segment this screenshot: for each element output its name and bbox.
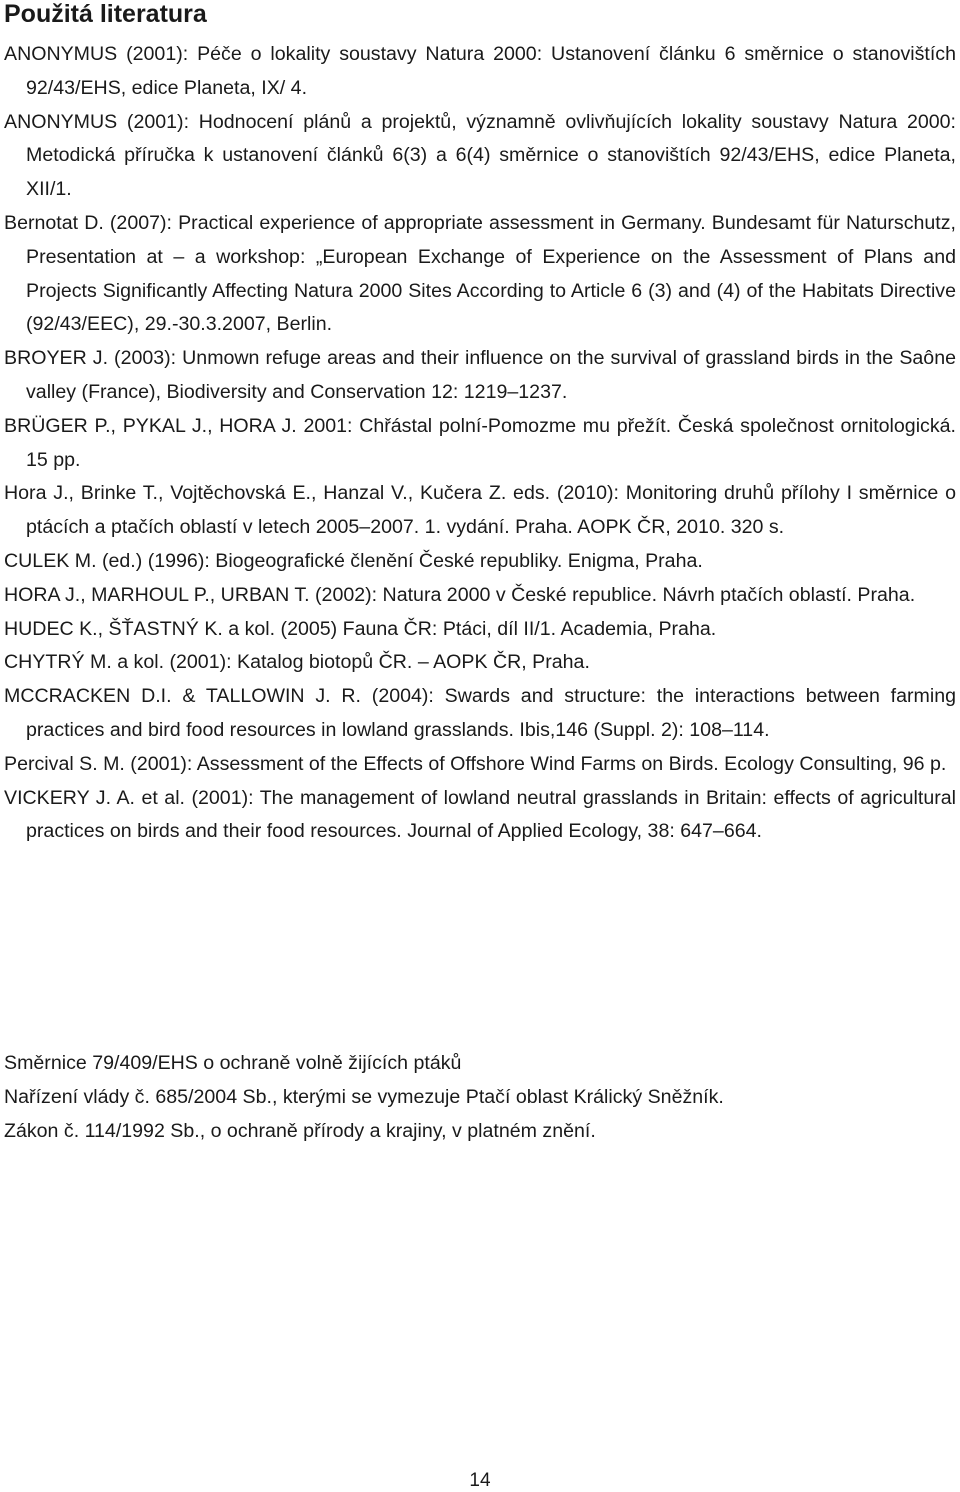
legal-sources-list (4, 1047, 956, 1148)
reference-list (4, 38, 956, 849)
reference-item: CHYTRÝ M. a kol. (2001): Katalog biotopů ČR. – AOPK ČR, Praha. (4, 651, 590, 674)
page-title: Použitá literatura (4, 0, 207, 28)
reference-item: HORA J., MARHOUL P., URBAN T. (2002): Natura 2000 v České republice. Návrh ptačích oblastí. Praha. (4, 583, 916, 606)
reference-item: Bernotat D. (2007): Practical experience of appropriate assessment in Germany. Bundesamt für Naturschutz, Presentation at – a workshop: „European Exchange of Experience on the Assessment of Plans and Projects Significantly Affecting Natura 2000 Sites According to Article 6 (3) and (4) of the Habitats Directive (92/43/EEC), 29.-30.3.2007, Berlin. (4, 211, 956, 336)
reference-item: MCCRACKEN D.I. & TALLOWIN J. R. (2004): Swards and structure: the interactions between farming practices and bird food resources in lowland grasslands. Ibis,146 (Suppl. 2): 108–114. (4, 685, 956, 741)
reference-item: ANONYMUS (2001): Péče o lokality soustavy Natura 2000: Ustanovení článku 6 směrnice o stanovištích 92/43/EHS, edice Planeta, IX/ 4. (4, 43, 956, 99)
reference-item: CULEK M. (ed.) (1996): Biogeografické členění České republiky. Enigma, Praha. (4, 549, 703, 572)
reference-item: HUDEC K., ŠŤASTNÝ K. a kol. (2005) Fauna ČR: Ptáci, díl II/1. Academia, Praha. (4, 617, 717, 640)
reference-item: VICKERY J. A. et al. (2001): The management of lowland neutral grasslands in Britain: effects of agricultural practices on birds and their food resources. Journal of Applied Ecology, 38: 647–664. (4, 786, 956, 843)
legal-source-item: Směrnice 79/409/EHS o ochraně volně žijících ptáků (4, 1052, 462, 1074)
reference-item: BROYER J. (2003): Unmown refuge areas and their influence on the survival of grassland birds in the Saône valley (France), Biodiversity and Conservation 12: 1219–1237. (4, 347, 956, 403)
legal-source-item: Zákon č. 114/1992 Sb., o ochraně přírody a krajiny, v platném znění. (4, 1119, 596, 1142)
reference-item: ANONYMUS (2001): Hodnocení plánů a projektů, významně ovlivňujících lokality soustavy Natura 2000: Metodická příručka k ustanovení článků 6(3) a 6(4) směrnice o stanovištích 92/43/EHS, edice Planeta, XII/1. (4, 110, 956, 201)
reference-item: Percival S. M. (2001): Assessment of the Effects of Offshore Wind Farms on Birds. Ecology Consulting, 96 p. (4, 752, 947, 775)
legal-source-item: Nařízení vlády č. 685/2004 Sb., kterými se vymezuje Ptačí oblast Králický Sněžník. (4, 1085, 724, 1108)
reference-item: BRÜGER P., PYKAL J., HORA J. 2001: Chřástal polní-Pomozme mu přežít. Česká společnost ornitologická. 15 pp. (4, 414, 956, 471)
reference-item: Hora J., Brinke T., Vojtěchovská E., Hanzal V., Kučera Z. eds. (2010): Monitoring druhů přílohy I směrnice o ptácích a ptačích oblastí v letech 2005–2007. 1. vydání. Praha. AOPK ČR, 2010. 320 s. (4, 482, 956, 539)
page-number: 14 (469, 1470, 491, 1491)
